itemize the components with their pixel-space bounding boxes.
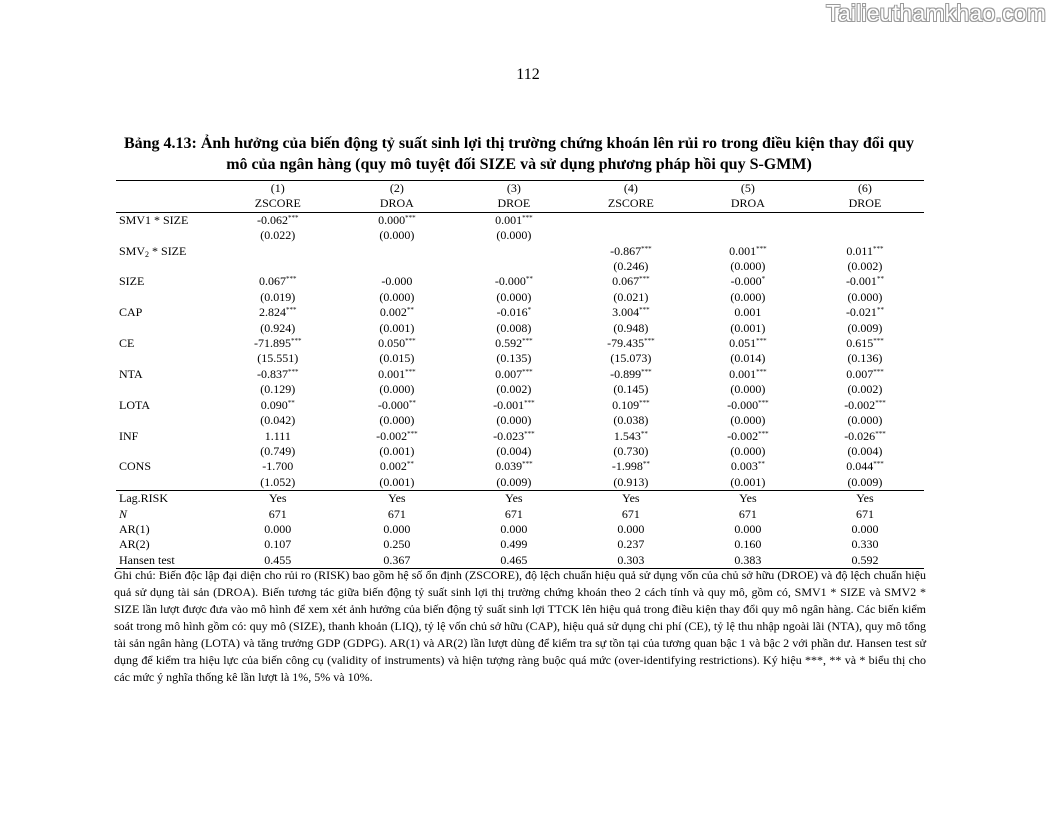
standard-error-cell: (0.002) (496, 382, 532, 397)
coefficient-cell: -0.002*** (844, 397, 886, 412)
variable-label-empty (116, 290, 218, 305)
significance-stars: ** (406, 306, 414, 315)
coefficient-cell: -0.000** (494, 274, 533, 289)
statistic-value: Yes (572, 491, 690, 507)
standard-error-cell: (0.000) (847, 289, 883, 304)
statistics-rows (116, 491, 924, 569)
statistic-value: Yes (690, 491, 806, 507)
standard-error-cell: (0.021) (613, 289, 649, 304)
coefficient-cell: -0.000* (730, 274, 766, 289)
column-number: (3) (456, 181, 572, 197)
statistic-value: 0.592 (806, 553, 924, 569)
variable-label-empty (116, 475, 218, 491)
variable-label-empty (116, 259, 218, 274)
watermark: Tailieuthamkhao.com (826, 0, 1046, 26)
column-number: (6) (806, 181, 924, 197)
statistic-value: 0.107 (264, 537, 292, 552)
variable-label: CONS (119, 459, 152, 474)
standard-error-cell: (0.000) (496, 413, 532, 428)
header-corner (116, 196, 218, 212)
coefficient-cell: 0.001*** (729, 366, 767, 381)
coefficient-cell: 2.824*** (259, 305, 297, 320)
standard-error-row (116, 475, 924, 491)
significance-stars: ** (642, 460, 650, 469)
statistic-value: Yes (338, 491, 456, 507)
standard-error-cell: (0.000) (730, 443, 766, 458)
statistic-row (116, 491, 924, 507)
statistic-value: 0.000 (851, 521, 879, 536)
coefficient-cell: 0.007*** (495, 366, 533, 381)
column-number: (5) (690, 181, 806, 197)
significance-stars: *** (639, 398, 650, 407)
standard-error-cell: (0.009) (847, 320, 883, 335)
coefficient-cell: 0.050*** (378, 336, 416, 351)
significance-stars: *** (405, 213, 416, 222)
significance-stars: *** (639, 275, 650, 284)
coefficient-cell: 1.111 (264, 428, 291, 443)
significance-stars: *** (756, 337, 767, 346)
column-name: DROA (338, 196, 456, 212)
coefficient-row (116, 367, 924, 382)
standard-error-cell: (0.000) (730, 382, 766, 397)
significance-stars: *** (288, 367, 299, 376)
table-note: Ghi chú: Biến độc lập đại diện cho rủi ro (RISK) bao gồm hệ số ổn định (ZSCORE), độ lệch chuẩn hiệu quả sử dụng vốn của chủ sở hữu (DROE) và độ lệch chuẩn hiệu quả sử dụng tài sản (DROA). Biến tương tác giữa biến động tỷ suất sinh lợi thị trường chứng khoán theo 2 cách tính và quy mô, gồm có, SMV1 * SIZE và SMV2 * SIZE lần lượt được đưa vào mô hình để xem xét ảnh hưởng của biến động tỷ suất sinh lợi TTCK lên hiệu quả trong điều kiện thay đổi quy mô ngân hàng. Các biến kiểm soát trong mô hình gồm có: quy mô (SIZE), thanh khoản (LIQ), tỷ lệ vốn chủ sở hữu (CAP), hiệu quả sử dụng chi phí (CE), tỷ lệ thu nhập ngoài lãi (NTA), quy mô tổng tài sản ngân hàng (LOTA) và tăng trưởng GDP (GDPG). AR(1) và AR(2) lần lượt dùng để kiểm tra sự tồn tại của tương quan bậc 1 và bậc 2 với phần dư. Hansen test sử dụng để kiểm tra hiệu lực của biến công cụ (validity of instruments) và hiện tượng ràng buộc quá mức (over-identifying restrictions). Ký hiệu ***, ** và * biểu thị cho các mức ý nghĩa thống kê lần lượt là 1%, 5% và 10%. (114, 568, 926, 684)
significance-stars: *** (405, 367, 416, 376)
significance-stars: *** (875, 429, 886, 438)
column-name: ZSCORE (572, 196, 690, 212)
significance-stars: * (761, 275, 766, 284)
statistic-label: AR(2) (119, 537, 150, 552)
significance-stars: ** (757, 460, 765, 469)
statistic-value: 0.160 (734, 537, 762, 552)
standard-error-cell: (0.038) (613, 413, 649, 428)
standard-error-cell: (0.145) (613, 382, 649, 397)
coefficient-cell: 0.067*** (612, 274, 650, 289)
variable-label: INF (119, 428, 139, 443)
coefficient-cell: 0.002** (379, 305, 414, 320)
standard-error-cell: (0.246) (613, 259, 649, 274)
column-number: (4) (572, 181, 690, 197)
statistic-value: 0.000 (734, 521, 762, 536)
header-corner (116, 181, 218, 197)
statistic-row (116, 507, 924, 522)
standard-error-cell: (0.129) (260, 382, 296, 397)
standard-error-cell: (0.000) (379, 228, 415, 243)
statistic-value: 0.303 (572, 553, 690, 569)
coefficient-cell: -0.016* (496, 305, 532, 320)
standard-error-cell (690, 228, 806, 243)
coefficient-cell: -1.998** (611, 459, 650, 474)
regression-table (116, 180, 924, 569)
coefficient-row (116, 274, 924, 289)
significance-stars: *** (524, 429, 535, 438)
variable-label: SIZE (119, 274, 145, 289)
standard-error-cell: (0.000) (379, 382, 415, 397)
statistic-value: 0.000 (264, 521, 292, 536)
standard-error-cell: (0.009) (847, 474, 883, 489)
coefficient-cell: 0.615*** (846, 336, 884, 351)
variable-label-empty (116, 228, 218, 243)
significance-stars: *** (644, 337, 655, 346)
coefficient-cell: 1.543** (613, 428, 648, 443)
significance-stars: ** (640, 429, 648, 438)
standard-error-cell: (15.551) (257, 351, 299, 366)
column-name: DROA (690, 196, 806, 212)
standard-error-cell: (0.000) (379, 413, 415, 428)
standard-error-cell: (0.000) (730, 289, 766, 304)
coefficient-cell: -0.001*** (493, 397, 535, 412)
variable-label-empty (116, 413, 218, 428)
standard-error-cell: (0.135) (496, 351, 532, 366)
statistic-value: 671 (504, 506, 523, 521)
significance-stars: *** (873, 460, 884, 469)
significance-stars: *** (522, 213, 533, 222)
coefficient-cell (690, 212, 806, 228)
coefficient-rows (116, 212, 924, 490)
coefficient-cell: -0.001** (845, 274, 884, 289)
coefficient-cell: 0.007*** (846, 366, 884, 381)
coefficient-cell: 0.001*** (729, 243, 767, 258)
statistic-value: 671 (855, 506, 874, 521)
coefficient-cell: -0.899*** (610, 366, 652, 381)
standard-error-cell: (0.001) (379, 320, 415, 335)
coefficient-cell: 0.000*** (378, 212, 416, 227)
standard-error-cell: (0.749) (260, 443, 296, 458)
variable-label-empty (116, 444, 218, 459)
coefficient-cell: 0.001*** (495, 212, 533, 227)
coefficient-cell: 0.051*** (729, 336, 767, 351)
coefficient-cell: -0.000 (381, 274, 413, 289)
significance-stars: *** (405, 337, 416, 346)
coefficient-cell: 0.109*** (612, 397, 650, 412)
standard-error-cell: (0.136) (847, 351, 883, 366)
standard-error-cell: (0.002) (847, 382, 883, 397)
coefficient-row (116, 212, 924, 228)
header-row-numbers (116, 181, 924, 197)
standard-error-cell: (0.924) (260, 320, 296, 335)
standard-error-cell: (1.052) (260, 474, 296, 489)
variable-label: $SMV_2$ * SIZE (119, 243, 187, 259)
statistic-value: 0.465 (456, 553, 572, 569)
statistic-row (116, 537, 924, 552)
coefficient-cell: 0.001*** (378, 366, 416, 381)
statistic-value: 0.383 (690, 553, 806, 569)
statistic-value: 0.237 (617, 537, 645, 552)
significance-stars: *** (756, 244, 767, 253)
standard-error-cell (456, 259, 572, 274)
variable-label-empty (116, 351, 218, 366)
coefficient-cell: -0.002*** (727, 428, 769, 443)
significance-stars: ** (876, 306, 884, 315)
standard-error-row (116, 444, 924, 459)
coefficient-cell: -79.435*** (607, 336, 655, 351)
standard-error-cell: (0.730) (613, 443, 649, 458)
coefficient-cell: 0.067*** (259, 274, 297, 289)
coefficient-cell: -0.023*** (493, 428, 535, 443)
significance-stars: *** (756, 367, 767, 376)
standard-error-row (116, 290, 924, 305)
standard-error-cell: (0.009) (496, 474, 532, 489)
column-number: (1) (218, 181, 338, 197)
coefficient-cell: -1.700 (262, 459, 294, 474)
standard-error-cell: (0.000) (847, 413, 883, 428)
significance-stars: *** (758, 429, 769, 438)
header-row-names (116, 196, 924, 212)
standard-error-cell: (0.004) (847, 443, 883, 458)
variable-label-empty (116, 321, 218, 336)
statistic-value: 0.000 (500, 521, 528, 536)
standard-error-cell (572, 228, 690, 243)
column-number: (2) (338, 181, 456, 197)
coefficient-cell: -0.026*** (844, 428, 886, 443)
statistic-value: 671 (387, 506, 406, 521)
coefficient-cell (806, 212, 924, 228)
coefficient-cell: -0.000** (377, 397, 416, 412)
statistic-value: 0.250 (383, 537, 411, 552)
coefficient-cell: -71.895*** (254, 336, 302, 351)
significance-stars: *** (524, 398, 535, 407)
standard-error-row (116, 351, 924, 366)
statistic-value: Yes (456, 491, 572, 507)
significance-stars: * (527, 306, 532, 315)
standard-error-cell: (0.002) (847, 259, 883, 274)
coefficient-row (116, 429, 924, 444)
coefficient-cell: 0.044*** (846, 459, 884, 474)
coefficient-cell: -0.021** (845, 305, 884, 320)
standard-error-cell: (0.948) (613, 320, 649, 335)
standard-error-row (116, 413, 924, 428)
significance-stars: ** (287, 398, 295, 407)
coefficient-cell (456, 244, 572, 259)
coefficient-cell: -0.867*** (610, 243, 652, 258)
significance-stars: *** (639, 306, 650, 315)
coefficient-cell (572, 212, 690, 228)
variable-label: CAP (119, 305, 143, 320)
standard-error-cell (806, 228, 924, 243)
standard-error-cell: (0.001) (379, 443, 415, 458)
coefficient-cell: 0.003** (730, 459, 765, 474)
table-caption: Bảng 4.13: Ảnh hưởng của biến động tỷ suất sinh lợi thị trường chứng khoán lên rủi ro trong điều kiện thay đổi quy mô của ngân hàng (quy mô tuyệt đối SIZE và sử dụng phương pháp hồi quy S-GMM) (123, 135, 915, 173)
column-name: DROE (806, 196, 924, 212)
significance-stars: *** (291, 337, 302, 346)
coefficient-cell: 3.004*** (612, 305, 650, 320)
standard-error-cell: (0.014) (730, 351, 766, 366)
column-name: DROE (456, 196, 572, 212)
statistic-label: Lag.RISK (116, 491, 218, 507)
significance-stars: *** (873, 367, 884, 376)
coefficient-cell: -0.062*** (257, 212, 299, 227)
standard-error-cell: (0.000) (730, 259, 766, 274)
page-number: 112 (516, 66, 540, 83)
significance-stars: *** (288, 213, 299, 222)
significance-stars: *** (522, 367, 533, 376)
statistic-value: 0.000 (383, 521, 411, 536)
statistic-value: 671 (268, 506, 287, 521)
standard-error-row (116, 228, 924, 243)
coefficient-row (116, 459, 924, 474)
statistic-value: Yes (218, 491, 338, 507)
coefficient-row (116, 244, 924, 259)
coefficient-cell: 0.090** (260, 397, 295, 412)
variable-label: SMV1 * SIZE (119, 212, 189, 227)
standard-error-cell: (0.000) (496, 289, 532, 304)
coefficient-cell (338, 244, 456, 259)
coefficient-row (116, 305, 924, 320)
statistic-value: 0.000 (617, 521, 645, 536)
significance-stars: ** (408, 398, 416, 407)
standard-error-cell: (0.004) (496, 443, 532, 458)
statistic-value: 0.330 (851, 537, 879, 552)
standard-error-cell: (0.000) (496, 228, 532, 243)
coefficient-cell: -0.002*** (376, 428, 418, 443)
significance-stars: ** (876, 275, 884, 284)
column-name: ZSCORE (218, 196, 338, 212)
standard-error-cell: (0.042) (260, 413, 296, 428)
standard-error-cell: (0.000) (379, 289, 415, 304)
significance-stars: *** (641, 367, 652, 376)
coefficient-row (116, 398, 924, 413)
coefficient-cell: 0.011*** (846, 243, 884, 258)
standard-error-cell: (0.015) (379, 351, 415, 366)
coefficient-cell: -0.837*** (257, 366, 299, 381)
variable-label: LOTA (119, 397, 151, 412)
statistic-value: 671 (738, 506, 757, 521)
standard-error-cell: (15.073) (610, 351, 652, 366)
label-subscript: 2 (145, 249, 150, 259)
statistic-value: 0.499 (500, 537, 528, 552)
coefficient-row (116, 336, 924, 351)
standard-error-cell (338, 259, 456, 274)
standard-error-cell: (0.001) (379, 474, 415, 489)
significance-stars: *** (873, 337, 884, 346)
significance-stars: *** (522, 337, 533, 346)
significance-stars: *** (872, 244, 884, 253)
significance-stars: *** (758, 398, 769, 407)
statistic-label: Hansen test (116, 553, 218, 569)
standard-error-row (116, 321, 924, 336)
coefficient-cell: 0.592*** (495, 336, 533, 351)
statistic-value: 0.367 (338, 553, 456, 569)
coefficient-cell (218, 244, 338, 259)
standard-error-row (116, 259, 924, 274)
standard-error-cell: (0.000) (730, 413, 766, 428)
significance-stars: *** (641, 244, 652, 253)
statistic-value: 0.455 (218, 553, 338, 569)
statistic-label: N (119, 506, 128, 521)
standard-error-cell: (0.913) (613, 474, 649, 489)
significance-stars: ** (406, 460, 414, 469)
coefficient-cell: 0.001 (734, 305, 762, 320)
standard-error-cell (218, 259, 338, 274)
variable-label: NTA (119, 366, 143, 381)
significance-stars: *** (286, 275, 297, 284)
variable-label: CE (119, 336, 135, 351)
standard-error-cell: (0.001) (730, 320, 766, 335)
standard-error-row (116, 382, 924, 397)
significance-stars: *** (286, 306, 297, 315)
standard-error-cell: (0.022) (260, 228, 296, 243)
coefficient-cell: 0.002** (379, 459, 414, 474)
table-header (116, 181, 924, 213)
coefficient-cell: -0.000*** (727, 397, 769, 412)
standard-error-cell: (0.008) (496, 320, 532, 335)
statistic-value: Yes (806, 491, 924, 507)
variable-label-empty (116, 382, 218, 397)
statistic-value: 671 (621, 506, 640, 521)
standard-error-cell: (0.019) (260, 289, 296, 304)
coefficient-cell: 0.039*** (495, 459, 533, 474)
standard-error-cell: (0.001) (730, 474, 766, 489)
significance-stars: *** (522, 460, 533, 469)
significance-stars: *** (875, 398, 886, 407)
statistic-label: AR(1) (119, 521, 150, 536)
significance-stars: *** (407, 429, 418, 438)
statistic-row (116, 522, 924, 537)
significance-stars: ** (525, 275, 533, 284)
